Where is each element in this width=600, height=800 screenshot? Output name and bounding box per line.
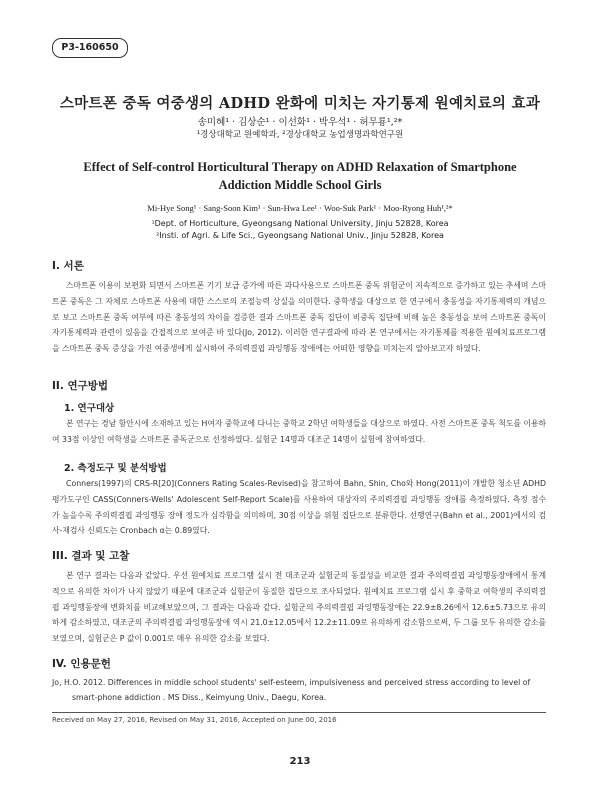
english-affiliation-2: ²Insti. of Agri. & Life Sci., Gyeongsang National Univ., Jinju 52828, Korea [156, 231, 444, 240]
english-authors: Mi-Hye Song¹ · Sang-Soon Kim¹ · Sun-Hwa Lee¹ · Woo-Suk Park¹ · Moo-Ryong Huh¹,²* [147, 203, 453, 213]
measurement-heading: 2. 측정도구 및 분석방법 [64, 463, 167, 474]
results-paragraph: 본 연구 결과는 다음과 같았다. 우선 원예치료 프로그램 실시 전 대조군과 실험군의 동질성을 비교한 결과 주의력결핍 과잉행동장애에서 통계적으로 유의한 차이가 나지 않았기 때문에 대조군과 실험군이 동질한 집단으로 조사되었다. 원예치료 프로그램 실시 후 중학교 여학생의 주의력결핍 과잉행동장애 변화치를 비교해보았으며, 그 결과는 다음과 같다. 실험군의 주의력결핍 과잉행동장애는 22.9±8.26에서 12.6±5.73으로 유의하게 감소하였고, 대조군의 주의력결핍 과잉행동장애 역시 21.0±12.05에서 12.2±11.09로 유의하게 감소함으로써, 두 그룹 모두 유의한 감소를 보였으며, 실험군은 P 값이 0.001로 매우 유의한 감소를 보였다. [52, 571, 546, 644]
korean-authors: 송미혜¹ · 김상순¹ · 이선화¹ · 박우석¹ · 허무룡¹,²* [197, 117, 403, 128]
korean-title: 스마트폰 중독 여중생의 ADHD 완화에 미치는 자기통제 원예치료의 효과 [59, 95, 541, 112]
english-affiliation-1: ¹Dept. of Horticulture, Gyeongsang National University, Jinju 52828, Korea [151, 219, 449, 228]
english-affiliation [0, 218, 600, 242]
english-title: Effect of Self-control Horticultural Therapy on ADHD Relaxation of Smartphone Addiction Middle School Girls [83, 160, 517, 192]
method-heading: II. 연구방법 [52, 380, 109, 392]
references-heading: IV. 인용문헌 [52, 658, 111, 670]
subjects-paragraph: 본 연구는 경남 함안시에 소재하고 있는 H여자 중학교에 다니는 중학교 2학년 여학생들을 대상으로 하였다. 사전 스마트폰 중독 척도를 이용하여 33점 이상인 여학생을 스마트폰 중독군으로 선정하였다. 실험군 14명과 대조군 14명이 실험에 참여하였다. [52, 419, 546, 444]
results-heading: III. 결과 및 고찰 [52, 550, 130, 562]
page-number: 213 [289, 756, 311, 767]
subjects-heading: 1. 연구대상 [64, 403, 115, 414]
korean-affiliation: ¹경상대학교 원예학과, ²경상대학교 농업생명과학연구원 [196, 130, 404, 140]
measurement-paragraph: Conners(1997)의 CRS-R[20](Conners Rating Scales-Revised)을 참고하여 Bahn, Shin, Cho와 Hong(2011)이 개발한 청소년 ADHD 평가도구인 CASS(Conners-Wells' Adolescent Self-Report Scale)를 사용하여 대상자의 주의력결핍 과잉행동 장애를 측정하였다. 측정 점수가 높을수록 주의력결핍 과잉행동 장애 정도가 심각함을 의미하며, 30점 이상을 위험 집단으로 분류한다. 선행연구(Bahn et al., 2001)에서의 검사-재검사 신뢰도는 Cronbach α는 0.89였다. [52, 479, 546, 536]
reference-item: Jo, H.O. 2012. Differences in middle school students' self-esteem, impulsiveness and perceived stress according to level of smart-phone addiction . MS Diss., Keimyung Univ., Daegu, Korea. [52, 678, 531, 702]
intro-paragraph: 스마트폰 이용이 보편화 되면서 스마트폰 기기 보급 증가에 따른 과다사용으로 스마트폰 중독 위험군이 지속적으로 증가하고 있는 추세며 스마트폰 중독은 그 자체로 스마트폰 사용에 대한 스스로의 조절능력 상실을 의미한다. 중학생을 대상으로 한 연구에서 충동성을 자기통제력의 개념으로 보고 스마트폰 중독 여부에 따른 충동성의 차이를 검증한 결과 스마트폰 중독 집단이 비중독 집단에 비해 높은 충동성을 보여 스마트폰 중독이 자기통제력과 관련이 있음을 간접적으로 보여준 바 있다(Jo, 2012). 이러한 연구결과에 따라 본 연구에서는 자기통제를 적용한 원예치료프로그램을 스마트폰 중독 증상을 가진 여중생에게 실시하여 주의력결핍 과잉행동 장애에는 어떠한 영향을 미치는지 알아보고자 하였다. [52, 281, 546, 354]
received-dates: Received on May 27, 2016, Revised on May 31, 2016, Accepted on June 00, 2016 [52, 716, 337, 724]
footer-divider [52, 712, 546, 713]
poster-id-badge: P3-160650 [52, 38, 128, 58]
intro-heading: I. 서론 [52, 260, 84, 272]
